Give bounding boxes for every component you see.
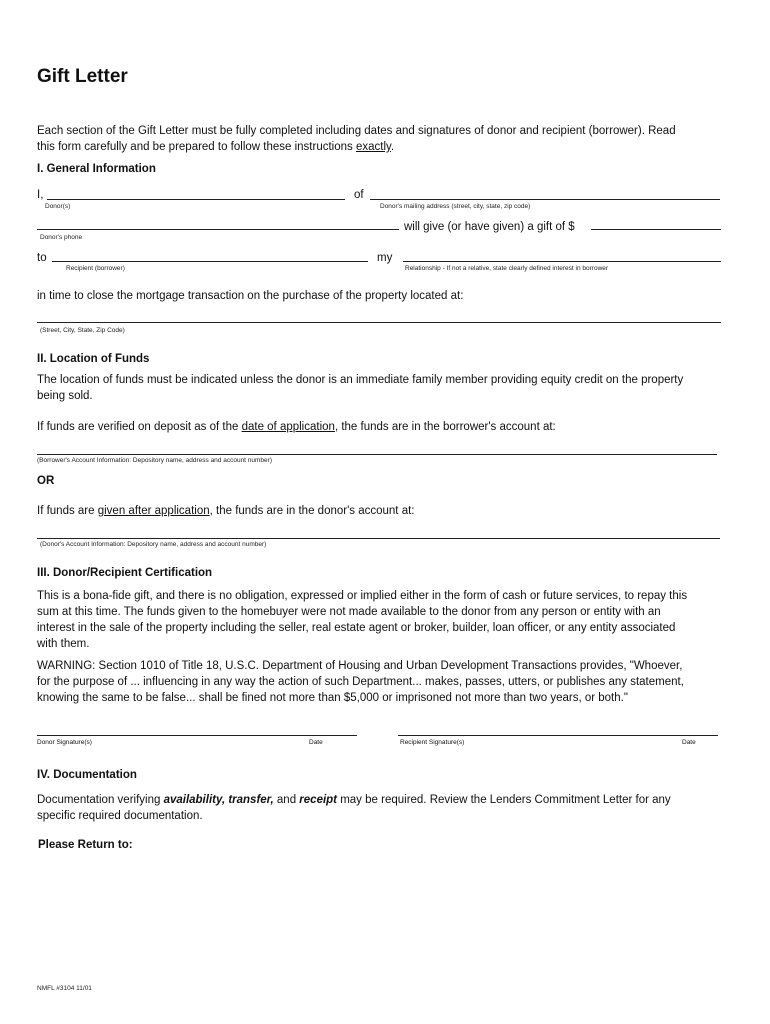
- i-label: I,: [37, 189, 44, 201]
- donor-signature-field[interactable]: [37, 735, 357, 736]
- donor-account-caption: (Donor's Account Information: Depository name, address and account number): [40, 541, 267, 548]
- given-text: If funds are given after application, the funds are in the donor's account at:: [37, 505, 415, 517]
- borrower-account-caption: (Borrower's Account Information: Depository name, address and account number): [37, 457, 272, 464]
- donor-account-field[interactable]: [37, 538, 720, 539]
- to-label: to: [37, 252, 47, 264]
- donor-caption: Donor(s): [45, 203, 71, 210]
- donor-name-field[interactable]: [47, 199, 345, 200]
- page-title: Gift Letter: [37, 66, 128, 87]
- documentation-line-2: specific required documentation.: [37, 810, 203, 822]
- location-line-1: The location of funds must be indicated unless the donor is an immediate family member providing equity credit on the property: [37, 374, 684, 386]
- relationship-field[interactable]: [403, 261, 721, 262]
- recipient-signature-label: Recipient Signature(s): [400, 739, 465, 746]
- section-certification-heading: III. Donor/Recipient Certification: [37, 567, 213, 579]
- warning-line-2: for the purpose of ... influencing in any way the action of such Department... makes, passes, utters, or publishes any statement,: [37, 676, 684, 688]
- donor-address-field[interactable]: [370, 199, 720, 200]
- section-location-of-funds-heading: II. Location of Funds: [37, 353, 150, 365]
- donor-signature-label: Donor Signature(s): [37, 739, 92, 746]
- gift-amount-field[interactable]: [591, 229, 721, 230]
- recipient-signature-field[interactable]: [398, 735, 718, 736]
- donor-phone-field[interactable]: [37, 229, 399, 230]
- my-label: my: [377, 252, 393, 264]
- recipient-field[interactable]: [52, 261, 368, 262]
- in-time-text: in time to close the mortgage transaction on the purchase of the property located at:: [37, 290, 464, 302]
- property-caption: (Street, City, State, Zip Code): [40, 327, 125, 334]
- property-address-field[interactable]: [37, 322, 721, 323]
- donor-phone-caption: Donor's phone: [40, 234, 83, 241]
- relationship-caption: Relationship - If not a relative, state clearly defined interest in borrower: [405, 265, 609, 272]
- certification-line-3: interest in the sale of the property including the seller, real estate agent or broker, builder, loan officer, or any entity associated: [37, 622, 676, 634]
- certification-line-1: This is a bona-fide gift, and there is no obligation, expressed or implied either in the form of cash or future services, to repay this: [37, 590, 688, 602]
- donor-address-caption: Donor's mailing address (street, city, state, zip code): [380, 203, 531, 210]
- certification-line-4: with them.: [37, 638, 90, 650]
- warning-line-1: WARNING: Section 1010 of Title 18, U.S.C. Department of Housing and Urban Development Transactions provides, "Whoever,: [37, 660, 683, 672]
- section-documentation-heading: IV. Documentation: [37, 769, 137, 781]
- documentation-line-1: Documentation verifying availability, transfer, and receipt may be required. Review the Lenders Commitment Letter for any: [37, 794, 671, 806]
- please-return-label: Please Return to:: [38, 839, 133, 851]
- certification-line-2: sum at this time. The funds given to the homebuyer were not made available to the donor from any person or entity with an: [37, 606, 661, 618]
- donor-date-label: Date: [309, 739, 323, 746]
- recipient-date-label: Date: [682, 739, 696, 746]
- verified-text: If funds are verified on deposit as of the date of application, the funds are in the borrower's account at:: [37, 421, 556, 433]
- location-line-2: being sold.: [37, 390, 93, 402]
- or-label: OR: [37, 475, 55, 487]
- of-label: of: [354, 189, 364, 201]
- borrower-account-field[interactable]: [37, 454, 717, 455]
- section-general-information-heading: I. General Information: [37, 163, 156, 175]
- intro-line-1: Each section of the Gift Letter must be fully completed including dates and signatures of donor and recipient (borrower). Read: [37, 125, 676, 137]
- intro-line-2: this form carefully and be prepared to follow these instructions exactly.: [37, 141, 395, 153]
- warning-line-3: knowing the same to be false... shall be fined not more than $5,000 or imprisoned not more than two years, or both.": [37, 692, 628, 704]
- will-give-label: will give (or have given) a gift of $: [404, 221, 575, 233]
- recipient-caption: Recipient (borrower): [66, 265, 125, 272]
- form-number-footer: NMFL #3104 11/01: [37, 985, 92, 992]
